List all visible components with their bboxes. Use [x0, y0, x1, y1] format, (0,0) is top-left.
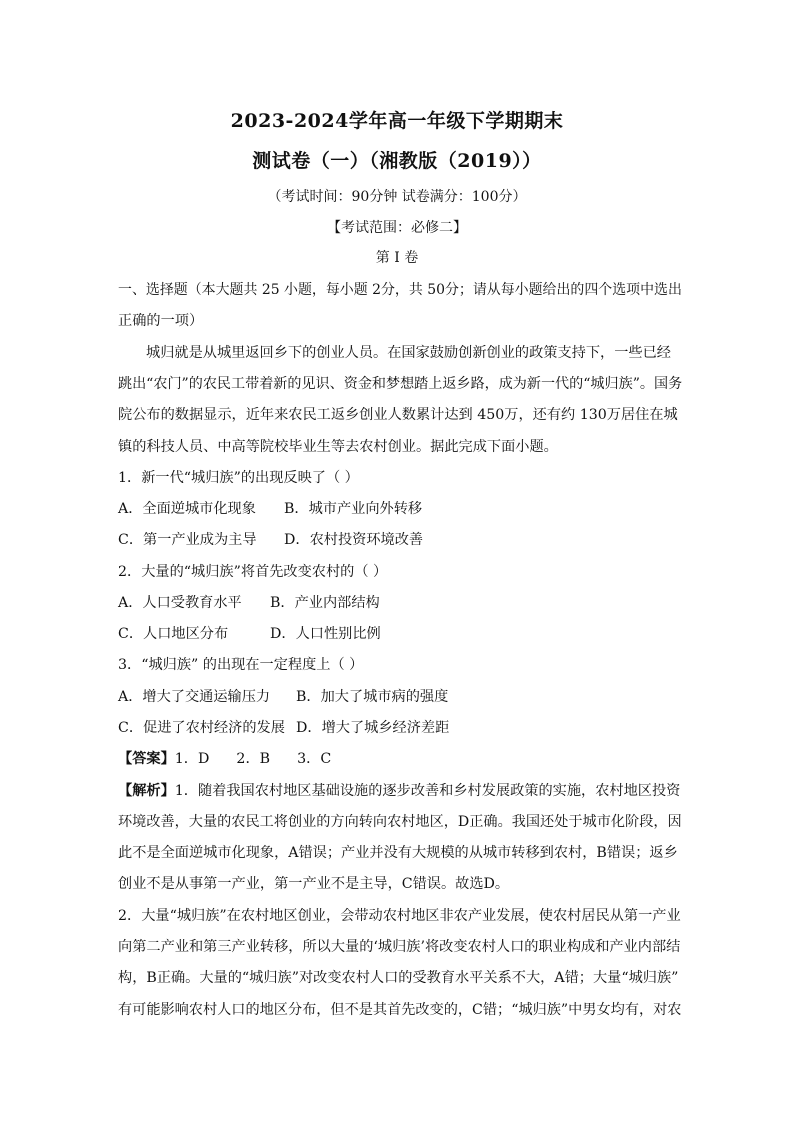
passage-line: 院公布的数据显示，近年来农民工返乡创业人数累计达到 450万，还有约 130万居住在城	[118, 407, 678, 423]
option-d: D．增大了城乡经济差距	[296, 720, 450, 736]
volume-label: 第 I 卷	[375, 250, 419, 266]
analysis-label: 【解析】	[118, 783, 175, 799]
option-b: B．加大了城市病的强度	[296, 689, 449, 705]
exam-scope: 【考试范围：必修二】	[327, 220, 467, 236]
option-d: D．农村投资环境改善	[284, 532, 424, 548]
section-heading-line-1: 一、选择题（本大题共 25 小题，每小题 2分，共 50分；请从每小题给出的四个选项中选出	[118, 282, 682, 298]
analysis-line: 向第二产业和第三产业转移，所以大量的‘城归族’将改变农村人口的职业构成和产业内部结	[118, 939, 681, 955]
question-3-options-row-1	[118, 686, 448, 706]
option-a: A．增大了交通运输压力	[118, 689, 271, 705]
analysis-line: 有可能影响农村人口的地区分布，但不是其首先改变的，C错；“城归族”中男女均有，对农	[118, 1002, 682, 1018]
option-b: B．产业内部结构	[270, 595, 380, 611]
option-c: C．第一产业成为主导	[118, 532, 257, 548]
analysis-line: 环境改善，大量的农民工将创业的方向转向农村地区，D正确。我国还处于城市化阶段，因	[118, 814, 682, 830]
option-a: A．人口受教育水平	[118, 595, 242, 611]
answer-text: 1．D 2．B 3．C	[174, 751, 332, 767]
option-c: C．人口地区分布	[118, 626, 229, 642]
question-3-stem: 3．“城归族” 的出现在一定程度上（ ）	[118, 657, 364, 673]
answer-line	[118, 748, 331, 768]
option-d: D．人口性别比例	[270, 626, 381, 642]
question-3-options-row-2	[118, 717, 449, 737]
analysis-line: 此不是全面逆城市化现象，A错误；产业并没有大规模的从城市转移到农村，B错误；返乡	[118, 845, 678, 861]
analysis-line	[118, 780, 680, 800]
section-heading-line-2: 正确的一项）	[118, 313, 204, 329]
question-2-options-row-2	[118, 623, 381, 643]
exam-title-line-2: 测试卷（一）（湘教版（2019））	[252, 150, 542, 172]
question-1-stem: 1．新一代“城归族”的出现反映了（ ）	[118, 470, 359, 486]
passage-line: 镇的科技人员、中高等院校毕业生等去农村创业。据此完成下面小题。	[118, 439, 558, 455]
question-1-options-row-2	[118, 529, 423, 549]
passage-line: 城归就是从城里返回乡下的创业人员。在国家鼓励创新创业的政策支持下，一些已经	[146, 345, 671, 361]
question-2-stem: 2．大量的“城归族”将首先改变农村的（ ）	[118, 564, 388, 580]
analysis-line: 构，B正确。大量的“城归族”对改变农村人口的受教育水平关系不大，A错；大量“城归族”	[118, 970, 679, 986]
option-c: C．促进了农村经济的发展	[118, 720, 285, 736]
exam-title-line-1: 2023-2024学年高一年级下学期期末	[230, 110, 564, 132]
analysis-text: 1．随着我国农村地区基础设施的逐步改善和乡村发展政策的实施，农村地区投资	[174, 783, 681, 799]
passage-line: 跳出“农门”的农民工带着新的见识、资金和梦想踏上返乡路，成为新一代的“城归族”。国务	[118, 376, 683, 392]
analysis-line: 创业不是从事第一产业，第一产业不是主导，C错误。故选D。	[118, 876, 510, 892]
question-1-options-row-1	[118, 498, 422, 518]
question-2-options-row-1	[118, 592, 380, 612]
option-b: B．城市产业向外转移	[284, 501, 423, 517]
analysis-line: 2．大量“城归族”在农村地区创业，会带动农村地区非农产业发展，使农村居民从第一产业	[118, 908, 681, 924]
exam-info: （考试时间：90分钟 试卷满分：100分）	[267, 189, 527, 205]
option-a: A．全面逆城市化现象	[118, 501, 256, 517]
answer-label: 【答案】	[118, 751, 175, 767]
